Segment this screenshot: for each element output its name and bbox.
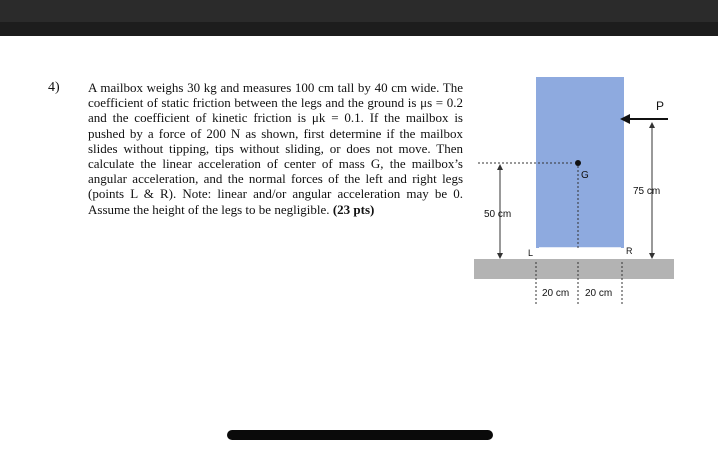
question-line-7: the mailbox’s angular acceleration, and the normal forces of the left [88, 156, 463, 187]
ground [474, 259, 674, 279]
force-height-arrow-bottom [649, 253, 655, 259]
question-line-1: A mailbox weighs 30 kg and measures 100 cm tall by 40 cm wide. [88, 80, 440, 95]
question-line-2: The coefficient of static friction between the legs and the ground is [88, 80, 463, 111]
question-line-8: and right legs (points L & R). Note: linear and/or angular [88, 171, 464, 202]
question-line-6: move. Then calculate the linear acceleration of center of mass G, [88, 140, 464, 172]
top-bar-shadow [0, 22, 718, 36]
right-leg-label: R [626, 246, 633, 256]
question-line-3: μs = 0.2 and the coefficient of kinetic friction is μk = 0.1. If the [88, 95, 463, 126]
force-height-label: 75 cm [633, 186, 661, 197]
question-line-9: acceleration may be 0. Assume the height of the legs to be [88, 186, 463, 217]
question-line-10: negligible. [274, 201, 330, 217]
top-bar [0, 0, 718, 36]
question-line-4: mailbox is pushed by a force of 200 N as shown, first determine if [88, 110, 463, 141]
question-points: (23 pts) [332, 201, 375, 217]
center-height-label: 50 cm [484, 209, 512, 220]
question-line-5: the mailbox slides without tipping, tips without sliding, or does not [88, 125, 463, 156]
right-half-width-label: 20 cm [585, 288, 613, 299]
center-height-arrow-top [497, 164, 503, 170]
center-label: G [581, 170, 589, 181]
home-indicator[interactable] [227, 430, 493, 440]
force-label: P [656, 99, 665, 113]
question-number: 4) [48, 80, 60, 95]
force-height-arrow-top [649, 122, 655, 128]
left-half-width-label: 20 cm [542, 288, 570, 299]
center-of-mass-point [575, 160, 581, 166]
mailbox-figure [470, 70, 680, 310]
question-text [88, 80, 463, 217]
left-leg-label: L [528, 248, 534, 258]
center-height-arrow-bottom [497, 253, 503, 259]
